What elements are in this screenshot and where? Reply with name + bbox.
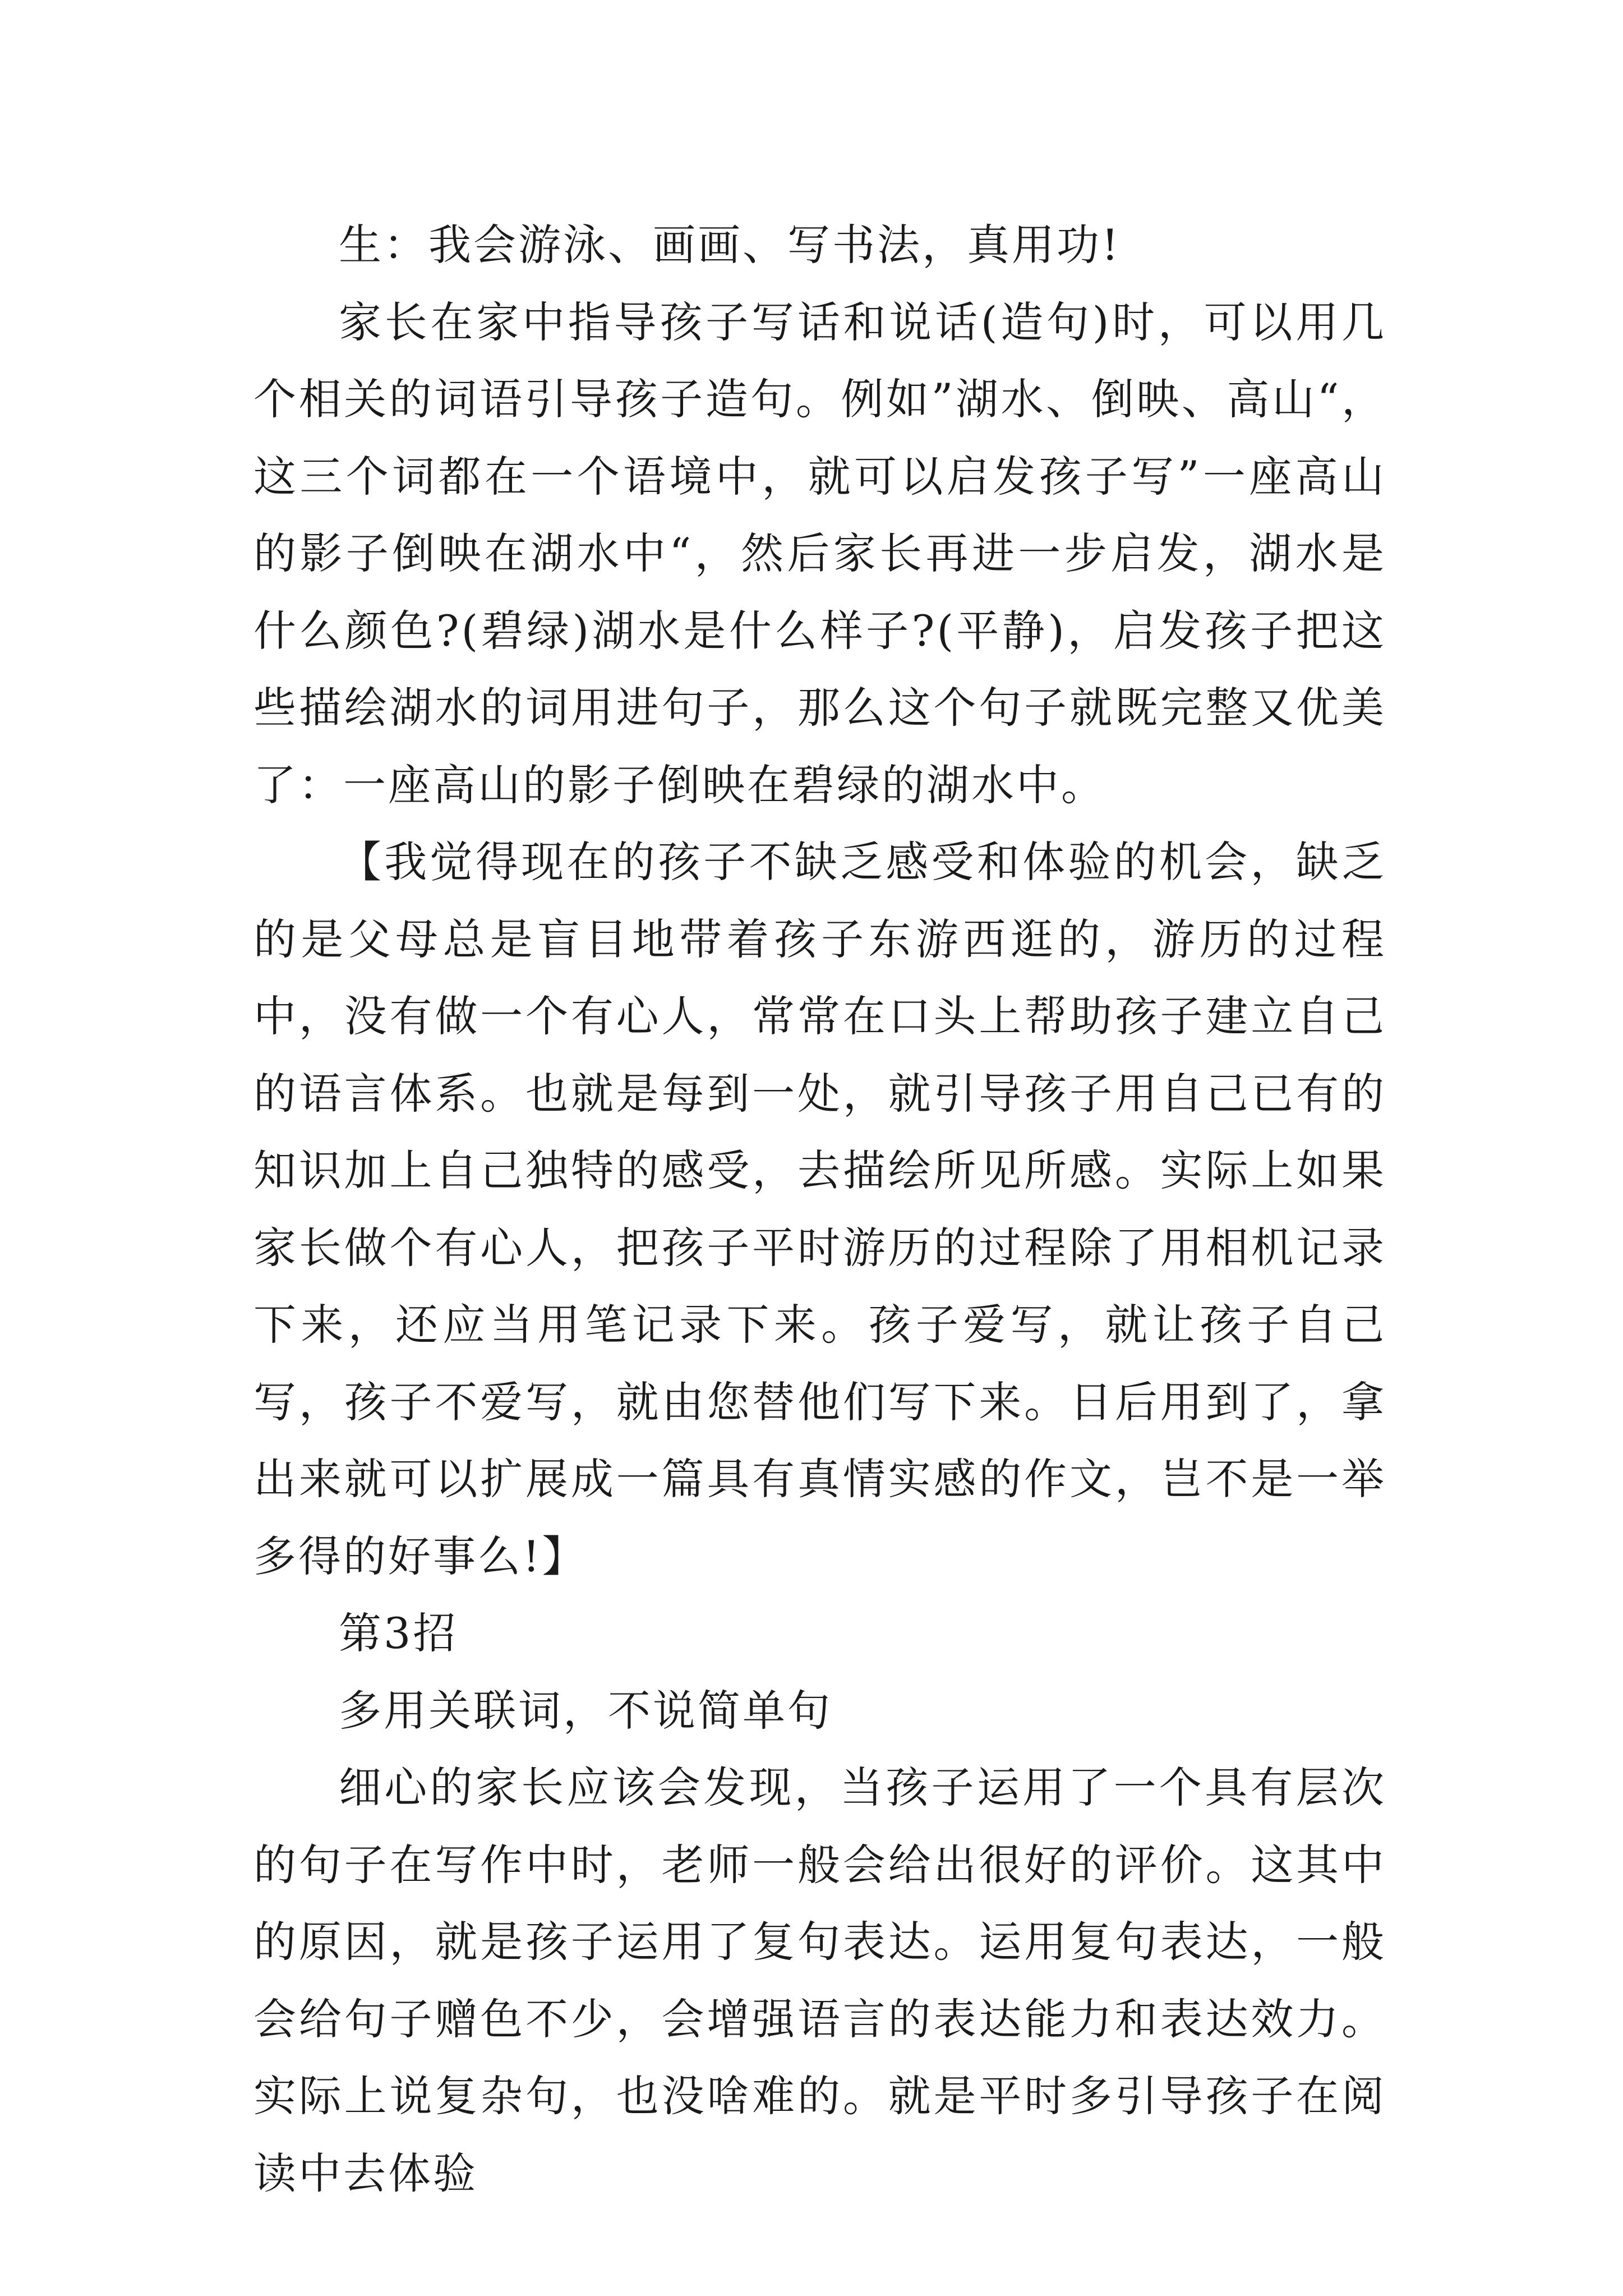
section-number: 第3招: [339, 1608, 458, 1658]
paragraph-bracketed-note: 【我觉得现在的孩子不缺乏感受和体验的机会，缺乏的是父母总是盲目地带着孩子东游西逛的，游历的过程中，没有做一个有心人，常常在口头上帮助孩子建立自己的语言体系。也就是每到一处，就引导孩子用自己已有的知识加上自己独特的感受，去描绘所见所感。实际上如果家长做个有心人，把孩子平时游历的过程除了用相机记录下来，还应当用笔记录下来。孩子爱写，就让孩子自己写，孩子不爱写，就由您替他们写下来。日后用到了，拿出来就可以扩展成一篇具有真情实感的作文，岂不是一举多得的好事么!】: [253, 837, 1386, 1581]
document-body: [253, 206, 1386, 2212]
section-heading: 多用关联词，不说简单句: [339, 1685, 832, 1736]
paragraph-dialogue: 生：我会游泳、画画、写书法，真用功!: [339, 220, 1121, 270]
paragraph-sentence-guidance: 家长在家中指导孩子写话和说话(造句)时，可以用几个相关的词语引导孩子造句。例如”湖水、倒映、高山“，这三个词都在一个语境中，就可以启发孩子写”一座高山的影子倒映在湖水中“，然后家长再进一步启发，湖水是什么颜色?(碧绿)湖水是什么样子?(平静)，启发孩子把这些描绘湖水的词用进句子，那么这个句子就既完整又优美了：一座高山的影子倒映在碧绿的湖水中。: [253, 297, 1386, 810]
paragraph-compound-sentences: 细心的家长应该会发现，当孩子运用了一个具有层次的句子在写作中时，老师一般会给出很好的评价。这其中的原因，就是孩子运用了复句表达。运用复句表达，一般会给句子赠色不少，会增强语言的表达能力和表达效力。实际上说复杂句，也没啥难的。就是平时多引导孩子在阅读中去体验: [253, 1763, 1386, 2198]
